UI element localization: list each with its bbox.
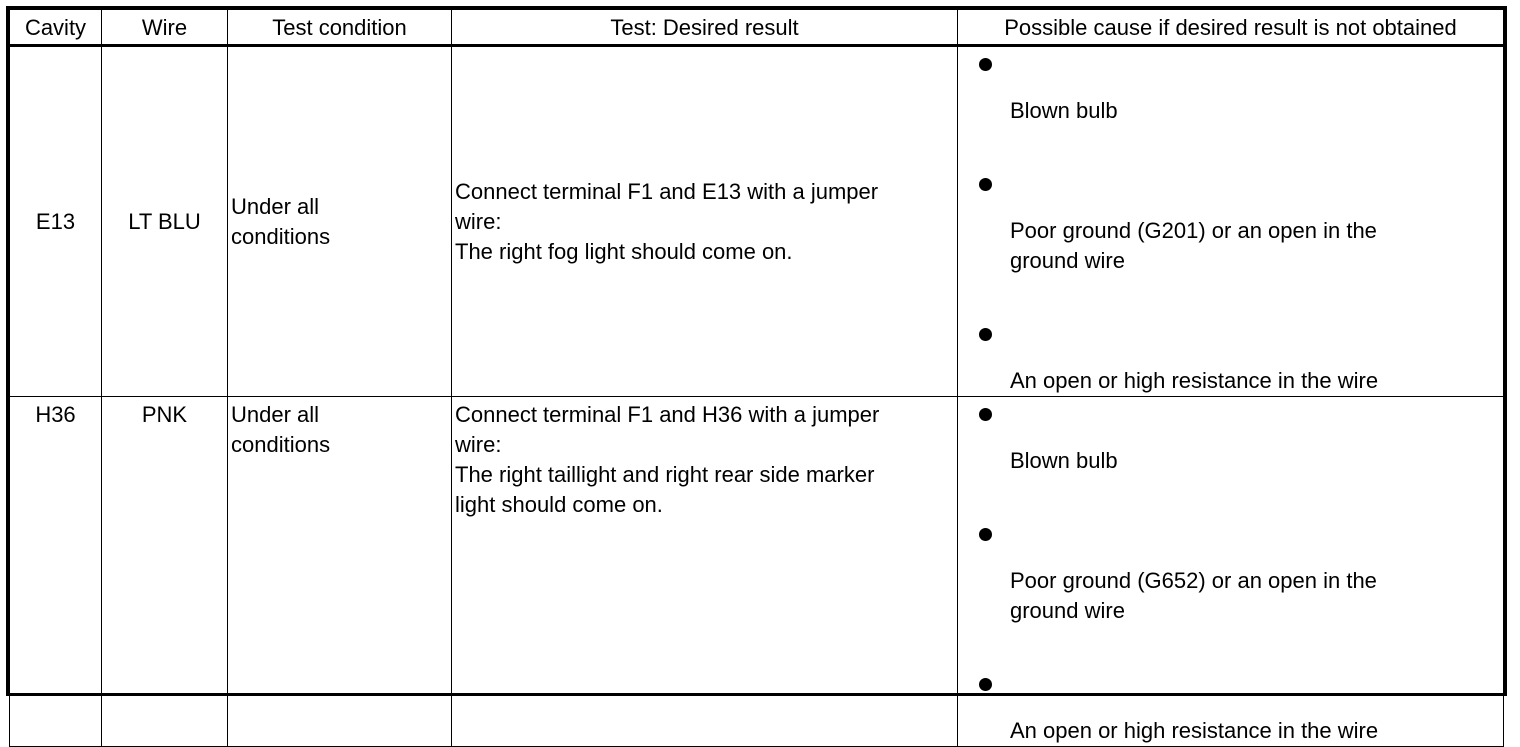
diagnostic-table-frame: [6, 6, 1507, 743]
cause-item: [958, 171, 1503, 276]
cavity-cell: H36: [10, 397, 102, 747]
condition-line: conditions: [231, 432, 331, 457]
condition-line: Under all: [231, 402, 320, 427]
desired-result-cell: [452, 397, 958, 747]
bullet-icon: [979, 58, 992, 71]
header-test-condition: Test condition: [228, 10, 452, 46]
bullet-icon: [979, 678, 992, 691]
cause-text: An open or high resistance in the wire: [1010, 368, 1379, 393]
cause-item: [958, 401, 1503, 476]
test-condition-cell: [228, 397, 452, 747]
header-desired-result: Test: Desired result: [452, 10, 958, 46]
result-line: The right fog light should come on.: [455, 238, 793, 264]
result-line: The right taillight and right rear side marker: [455, 462, 875, 487]
cause-item: [958, 521, 1503, 626]
cause-text: ground wire: [1010, 248, 1125, 273]
bullet-icon: [979, 408, 992, 421]
table-row: [10, 397, 1504, 747]
cause-text: An open or high resistance in the wire: [1010, 718, 1379, 743]
bullet-icon: [979, 528, 992, 541]
result-line: Connect terminal F1 and E13 with a jumper: [455, 178, 879, 204]
cause-list: [958, 51, 1503, 396]
cause-text: Poor ground (G652) or an open in the: [1010, 568, 1377, 593]
cause-item: [958, 51, 1503, 126]
table-row: [10, 46, 1504, 397]
header-cavity: Cavity: [10, 10, 102, 46]
cause-text: Blown bulb: [1010, 98, 1118, 123]
cavity-cell: E13: [10, 46, 102, 397]
result-line: wire:: [455, 432, 502, 457]
cause-list: [958, 401, 1503, 746]
header-possible-cause: Possible cause if desired result is not obtained: [958, 10, 1504, 46]
condition-line: Under all: [231, 193, 320, 219]
bullet-icon: [979, 178, 992, 191]
header-wire: Wire: [102, 10, 228, 46]
cause-item: [958, 671, 1503, 746]
test-condition-cell: [228, 46, 452, 397]
wire-cell: LT BLU: [102, 46, 228, 397]
result-line: wire:: [455, 208, 502, 234]
cause-item: [958, 321, 1503, 396]
bullet-icon: [979, 328, 992, 341]
diagnostic-table: [9, 9, 1504, 747]
wire-cell: PNK: [102, 397, 228, 747]
condition-line: conditions: [231, 223, 331, 249]
possible-cause-cell: [958, 397, 1504, 747]
header-row: [10, 10, 1504, 46]
cause-text: Poor ground (G201) or an open in the: [1010, 218, 1377, 243]
possible-cause-cell: [958, 46, 1504, 397]
cause-text: ground wire: [1010, 598, 1125, 623]
result-line: Connect terminal F1 and H36 with a jumper: [455, 402, 880, 427]
cause-text: Blown bulb: [1010, 448, 1118, 473]
result-line: light should come on.: [455, 492, 663, 517]
desired-result-cell: [452, 46, 958, 397]
